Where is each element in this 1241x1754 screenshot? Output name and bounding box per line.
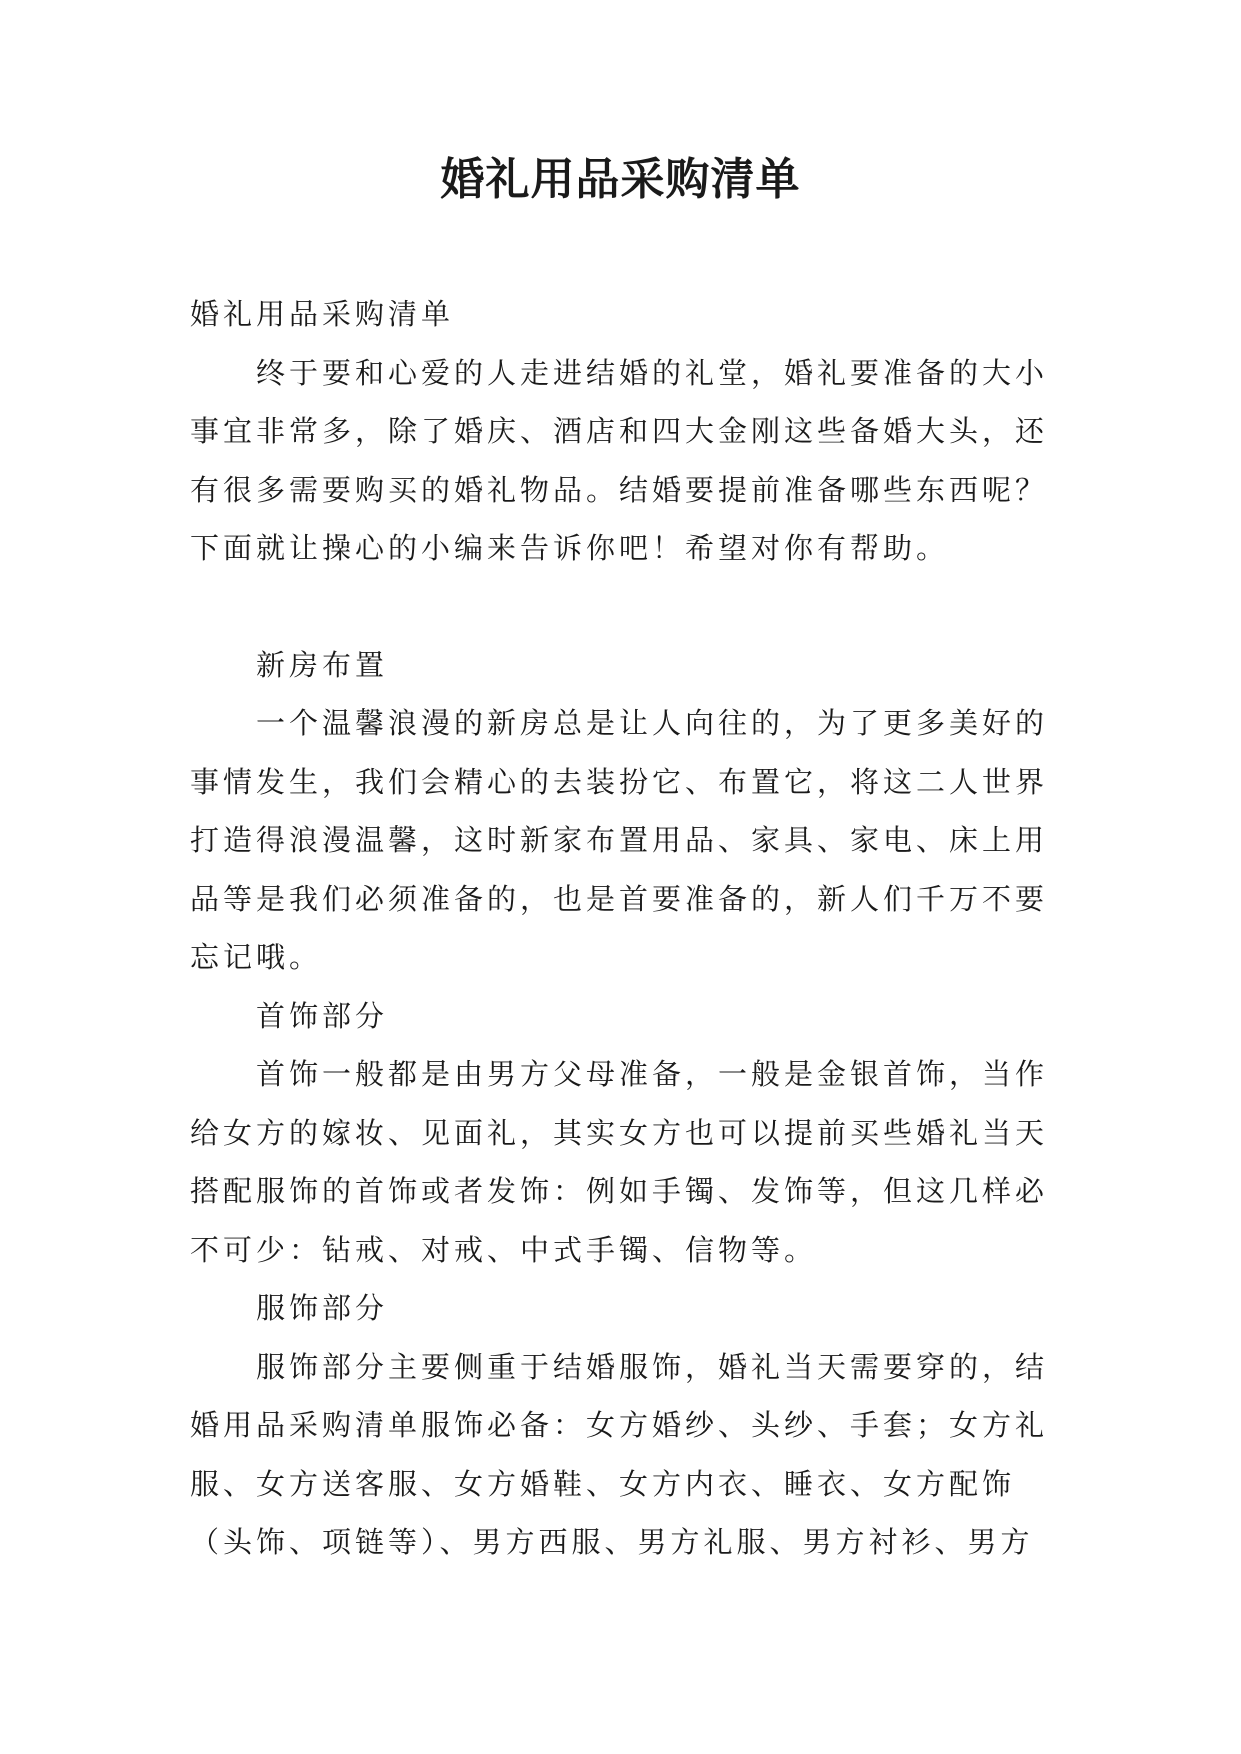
section-heading-clothing: 服饰部分 xyxy=(256,1291,389,1325)
intro-paragraph: 终于要和心爱的人走进结婚的礼堂，婚礼要准备的大小事宜非常多，除了婚庆、酒店和四大金刚这些备婚大头，还有很多需要购买的婚礼物品。结婚要提前准备哪些东西呢？下面就让操心的小编来告诉你吧！希望对你有帮助。 xyxy=(190,355,1049,565)
section-heading-jewelry: 首饰部分 xyxy=(256,998,389,1033)
document-body xyxy=(190,285,1070,1572)
document-title: 婚礼用品采购清单 xyxy=(440,154,801,205)
section-body-clothing: 服饰部分主要侧重于结婚服饰，婚礼当天需要穿的，结婚用品采购清单服饰必备：女方婚纱、头纱、手套；女方礼服、女方送客服、女方婚鞋、女方内衣、睡衣、女方配饰（头饰、项链等）、男方西服、男方礼服、男方衬衫、男方 xyxy=(190,1349,1049,1559)
section-heading-new-house: 新房布置 xyxy=(256,647,389,682)
section-body-new-house: 一个温馨浪漫的新房总是让人向往的，为了更多美好的事情发生，我们会精心的去装扮它、布置它，将这二人世界打造得浪漫温馨，这时新家布置用品、家具、家电、床上用品等是我们必须准备的，也是首要准备的，新人们千万不要忘记哦。 xyxy=(190,706,1049,974)
paragraph-spacer xyxy=(190,578,1070,636)
document-subtitle: 婚礼用品采购清单 xyxy=(190,297,455,331)
section-body-jewelry: 首饰一般都是由男方父母准备，一般是金银首饰，当作给女方的嫁妆、见面礼，其实女方也可以提前买些婚礼当天搭配服饰的首饰或者发饰：例如手镯、发饰等，但这几样必不可少：钻戒、对戒、中式手镯、信物等。 xyxy=(190,1057,1049,1267)
